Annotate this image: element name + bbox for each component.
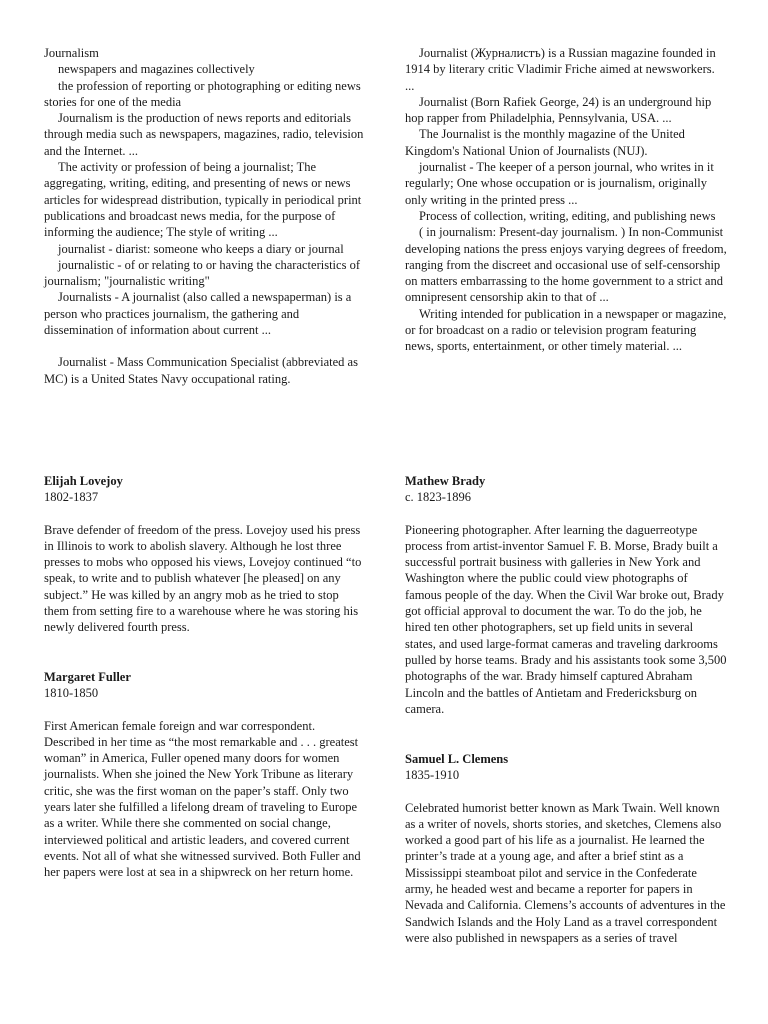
bio-mathew-brady: [405, 473, 727, 717]
definition-item: newspapers and magazines collectively: [58, 62, 255, 77]
definition-item: the profession of reporting or photographing or editing news stories for one of the media: [44, 78, 361, 109]
bio-text: Celebrated humorist better known as Mark Twain. Well known as a writer of novels, shorts stories, and sketches, Clemens also worked a good part of his life as a journalist. He learned the printer’s trade at a young age, and after a brief stint as a Mississippi steamboat pilot and service in the Confederate army, he headed west and became a reporter for papers in Nevada and California. Clemens’s accounts of adventures in the Sandwich Islands and the Holy Land as a travel correspondent were also published in newspapers as a series of travel: [405, 800, 726, 945]
bio-name: Margaret Fuller: [44, 670, 131, 684]
bio-elijah-lovejoy: [44, 473, 366, 636]
definition-item: journalist - The keeper of a person journal, who writes in it regularly; One whose occupation or is journalism, originally only writing in the printed press ...: [405, 160, 714, 207]
bio-years: c. 1823-1896: [405, 490, 471, 505]
definition-item: Journalists - A journalist (also called a newspaperman) is a person who practices journalism, the gathering and dissemination of information about current ...: [44, 290, 352, 338]
bio-text: Brave defender of freedom of the press. Lovejoy used his press in Illinois to work to abolish slavery. Although he lost three presses to mobs who opposed his views, Lovejoy continued “to speak, to write and to publish whatever [he pleased] on any subject.” He was killed by an angry mob as he tried to stop them from setting fire to a warehouse where he was storing his newly delivered fourth press.: [44, 522, 362, 635]
bio-text: Pioneering photographer. After learning the daguerreotype process from artist-inventor Samuel F. B. Morse, Brady built a successful portrait business with galleries in New York and Washington where the public could view photographs of famous people of the day. When the Civil War broke out, Brady got official approval to document the war. To do the job, he hired ten other photographers, set up field units in several states, and used large-format cameras and traveling darkrooms pulled by horse teams. Brady and his assistants took some 3,500 photographs of the war. Brady himself captured Abraham Lincoln and the battles of Antietam and Fredericksburg on camera.: [405, 522, 727, 716]
definition-item: Journalist (Журналистъ) is a Russian magazine founded in 1914 by literary critic Vladimir Friche aimed at newsworkers. ...: [405, 46, 716, 93]
definition-item: Journalist - Mass Communication Specialist (abbreviated as MC) is a United States Navy occupational rating.: [44, 355, 358, 386]
bio-name: Samuel L. Clemens: [405, 752, 509, 766]
bio-margaret-fuller: [44, 669, 366, 881]
spacer: [44, 338, 366, 354]
bio-samuel-clemens: [405, 751, 727, 946]
definition-item: Journalism is the production of news reports and editorials through media such as newspapers, magazines, radio, television and the Internet. ...: [44, 111, 364, 158]
definitions-list-right: [405, 45, 727, 355]
definition-item: The Journalist is the monthly magazine of the United Kingdom's National Union of Journalists (NUJ).: [405, 127, 685, 158]
definition-item: journalistic - of or relating to or having the characteristics of journalism; "journalistic writing": [44, 257, 360, 289]
definition-item: The activity or profession of being a journalist; The aggregating, writing, editing, and presenting of news or news articles for widespread distribution, typically in periodical print publications and broadcast news media, for the purpose of informing the audience; The style of writing ...: [44, 160, 362, 240]
bio-text: First American female foreign and war correspondent. Described in her time as “the most remarkable and . . . greatest woman” in America, Fuller opened many doors for women journalists. When she joined the New York Tribune as literary critic, she was the first woman on the paper’s staff. Only two years later she fulfilled a lifelong dream of traveling to Europe as a writer. While there she commented on social change, interviewed political and artistic leaders, and covered current events. Not all of what she witnessed survived. Both Fuller and her papers were lost at sea in a shipwreck on her return home.: [44, 718, 361, 880]
bio-name: Elijah Lovejoy: [44, 474, 123, 488]
bio-years: 1802-1837: [44, 490, 99, 505]
bio-name: Mathew Brady: [405, 474, 486, 488]
bio-years: 1835-1910: [405, 768, 460, 783]
definition-item: Journalist (Born Rafiek George, 24) is an underground hip hop rapper from Philadelphia, Pennsylvania, USA. ...: [405, 94, 712, 126]
definition-item: Process of collection, writing, editing, and publishing news: [419, 208, 716, 223]
definition-item: journalist - diarist: someone who keeps a diary or journal: [58, 241, 344, 256]
definition-item: Writing intended for publication in a newspaper or magazine, or for broadcast on a radio or television program featuring news, sports, entertainment, or other timely material. ...: [405, 306, 727, 354]
definition-heading: Journalism: [44, 46, 99, 60]
bio-years: 1810-1850: [44, 686, 99, 701]
definitions-list-left: [44, 45, 366, 387]
definition-item: ( in journalism: Present-day journalism. ) In non-Communist developing nations the press enjoys varying degrees of freedom, ranging from the discreet and occasional use of self-censorship on matters embarrassing to the home government to a strict and omnipresent censorship akin to that of ...: [405, 225, 727, 305]
